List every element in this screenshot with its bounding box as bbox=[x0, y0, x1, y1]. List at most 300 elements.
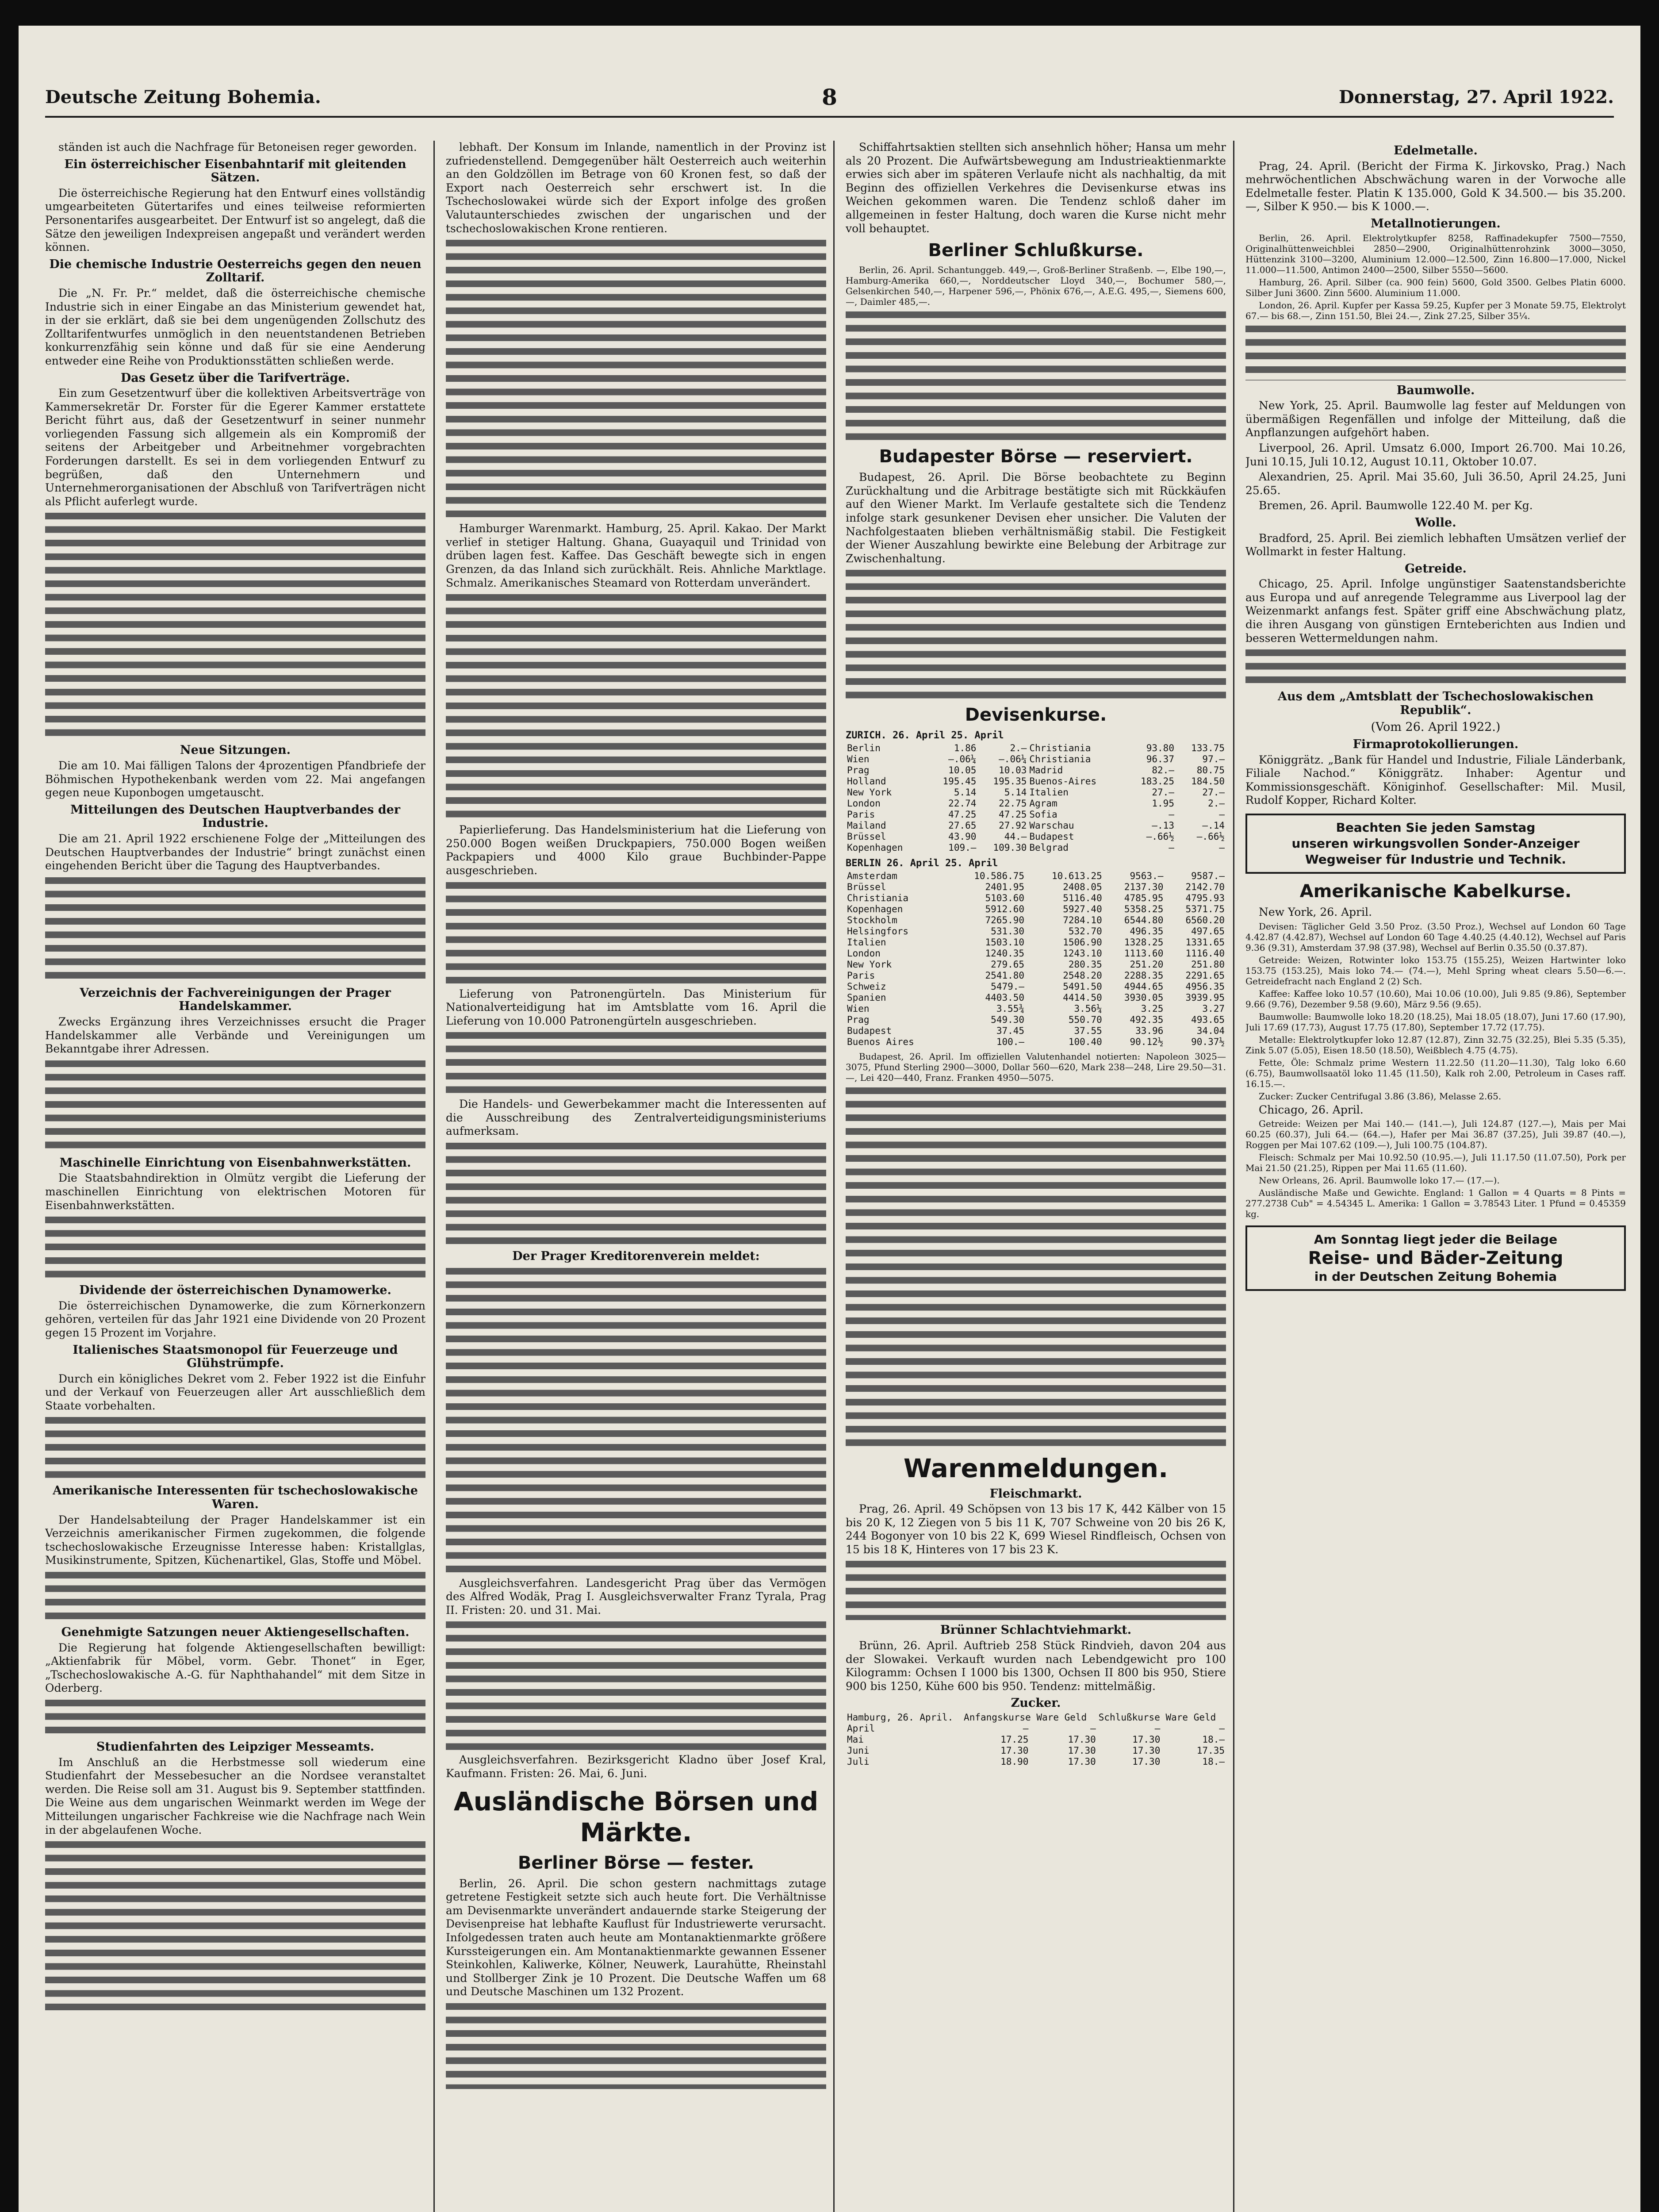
article-heading: Firmaprotokollierungen. bbox=[1352, 737, 1519, 752]
table-cell: April bbox=[847, 1723, 875, 1734]
column-4 bbox=[1245, 141, 1626, 2212]
rate-row bbox=[846, 926, 1226, 937]
article-heading: Getreide. bbox=[1405, 561, 1467, 576]
article-text: Bradford, 25. April. Bei ziemlich lebhaften Umsätzen verlief der Wollmarkt in fester Haltung. bbox=[1245, 531, 1626, 558]
text-block bbox=[446, 879, 826, 986]
article-heading: Dividende der österreichischen Dynamowerke. bbox=[79, 1283, 391, 1298]
table-cell: — bbox=[1154, 1723, 1161, 1734]
article-text: Berlin, 26. April. Elektrolytkupfer 8258, Raffinadekupfer 7500—7550, Originalhüttenweichblei 2850—2900, Originalhüttenrohzink 3000—3050, Hüttenzink 3100—3200, Aluminium 12.000—12.500, Zinn 16.800—17.000, Nickel 11.000—11.500, Antimon 2400—2500, Silber 5550—5600. bbox=[1245, 232, 1626, 275]
article-text: Der Handelsabteilung der Prager Handelskammer ist ein Verzeichnis amerikanischer Firmen zugekommen, die folgende tschechoslowakische Erzeugnisse Interesse haben: Kristallglas, Musikinstrumente, Spitzen, Küchenartikel, Glas, Stoffe und Möbel. bbox=[45, 1513, 425, 1567]
text-block bbox=[846, 1085, 1226, 1448]
table-cell: 47.25 bbox=[999, 809, 1027, 820]
article-text: Zucker: Zucker Centrifugal 3.86 (3.86), Melasse 2.65. bbox=[1259, 1091, 1502, 1102]
table-cell: 6544.80 bbox=[1124, 914, 1164, 926]
table-cell: —.06¼ bbox=[999, 753, 1027, 764]
table-cell: Wien bbox=[847, 753, 870, 764]
table-cell: 10.613.25 bbox=[1051, 870, 1102, 881]
table-cell: — bbox=[1169, 809, 1174, 820]
column-3 bbox=[846, 141, 1226, 2212]
text-block bbox=[1245, 323, 1626, 380]
table-cell: 27.65 bbox=[948, 820, 977, 831]
table-cell: Holland bbox=[847, 776, 886, 787]
table-cell: 34.04 bbox=[1196, 1025, 1225, 1036]
table-cell: — bbox=[1090, 1723, 1096, 1734]
article-text: Metalle: Elektrolytkupfer loko 12.87 (12.87), Zinn 32.75 (32.25), Blei 5.35 (5.35), Zink 5.07 (5.05), Eisen 18.50 (18.50), Weißblech 4.75 (4.75). bbox=[1245, 1034, 1626, 1056]
text-block bbox=[446, 237, 826, 520]
table-cell: 5491.50 bbox=[1063, 981, 1102, 992]
article-heading: Metallnotierungen. bbox=[1371, 216, 1501, 230]
article-text: Im Anschluß an die Herbstmesse soll wiederum eine Studienfahrt der Messebesucher an die Nordsee veranstaltet werden. Die Reise soll am 31. August bis 9. September stattfinden. Die Weine aus dem ungarischen Weinmarkt werden im Wege der Mitteilungen ungarischer Fachkreise wie die Nachfrage nach Wein in der abgelaufenen Woche. bbox=[45, 1755, 425, 1836]
rate-row bbox=[846, 915, 1226, 926]
table-cell: Warschau bbox=[1029, 820, 1074, 831]
table-header-row bbox=[846, 1712, 1226, 1723]
table-cell: Christiania bbox=[847, 892, 909, 903]
article-heading: Edelmetalle. bbox=[1394, 144, 1478, 157]
rate-row bbox=[846, 842, 1226, 853]
rates-table-heading: ZURICH. 26. April 25. April bbox=[846, 730, 1004, 741]
table-cell: 18.90 bbox=[1000, 1756, 1029, 1767]
table-cell: Juli bbox=[847, 1756, 870, 1767]
article-text: Alexandrien, 25. April. Mai 35.60, Juli 36.50, April 24.25, Juni 25.65. bbox=[1245, 470, 1626, 497]
table-cell: 5.14 bbox=[1004, 787, 1027, 798]
article-heading: Der Prager Kreditorenverein meldet: bbox=[512, 1249, 760, 1263]
table-cell: 1328.25 bbox=[1124, 937, 1164, 948]
table-cell: 4944.65 bbox=[1124, 981, 1164, 992]
price-row bbox=[846, 1734, 1226, 1745]
rate-row bbox=[846, 809, 1226, 820]
table-cell: 5479.— bbox=[991, 981, 1025, 992]
article-text: Prag, 24. April. (Bericht der Firma K. Jirkovsko, Prag.) Nach mehrwöchentlichen Abschwächung waren in der Vorwoche alle Edelmetalle fester. Platin K 135.000, Gold K 34.500.— bis 35.200.—, Silber K 950.— bis K 1000.—. bbox=[1245, 159, 1626, 213]
table-cell: 17.30 bbox=[1068, 1756, 1096, 1767]
table-cell: 496.35 bbox=[1130, 926, 1164, 937]
article-heading: Aus dem „Amtsblatt der Tschechoslowakischen Republik“. bbox=[1278, 690, 1594, 717]
table-cell: 2.— bbox=[1208, 798, 1225, 809]
section-subheading: Devisenkurse. bbox=[965, 705, 1107, 726]
section-heading: Warenmeldungen. bbox=[903, 1453, 1169, 1483]
table-cell: 4795.93 bbox=[1185, 892, 1225, 903]
table-cell: 5927.40 bbox=[1063, 903, 1102, 914]
table-cell: —.66½ bbox=[1146, 831, 1174, 842]
article-text: Ausländische Maße und Gewichte. England: 1 Gallon = 4 Quarts = 8 Pints = 277.2738 Cub" = 4.54345 L. Amerika: 1 Gallon = 3.78543 Liter. 1 Pfund = 0.45359 kg. bbox=[1245, 1187, 1626, 1220]
table-cell: Brüssel bbox=[847, 881, 886, 892]
table-cell: Mailand bbox=[847, 820, 886, 831]
article-text: Durch ein königliches Dekret vom 2. Feber 1922 ist die Einfuhr und der Verkauf von Feuerzeugen aller Art ausschließlich dem Staate vorbehalten. bbox=[45, 1372, 425, 1412]
rate-row bbox=[846, 981, 1226, 992]
table-cell: Agram bbox=[1029, 798, 1057, 809]
rate-row bbox=[846, 893, 1226, 904]
section-heading: Ausländische Börsen und Märkte. bbox=[453, 1786, 819, 1847]
table-cell: Kopenhagen bbox=[847, 903, 903, 914]
article-heading: Maschinelle Einrichtung von Eisenbahnwerkstätten. bbox=[59, 1156, 411, 1170]
table-cell: 532.70 bbox=[1068, 926, 1102, 937]
page-header bbox=[45, 84, 1614, 113]
table-cell: 90.12½ bbox=[1130, 1036, 1164, 1047]
table-cell: 195.35 bbox=[993, 776, 1027, 787]
table-cell: Christiania bbox=[1029, 742, 1091, 753]
article-heading: Mitteilungen des Deutschen Hauptverbandes der Industrie. bbox=[70, 803, 400, 830]
text-block bbox=[446, 591, 826, 822]
table-cell: —.13 bbox=[1152, 820, 1174, 831]
article-text: Die am 21. April 1922 erschienene Folge der „Mitteilungen des Deutschen Hauptverbandes der Industrie“ bringt zunächst einen eingehenden Bericht über die Tagung des Hauptverbandes. bbox=[45, 832, 425, 872]
table-cell: 1.95 bbox=[1152, 798, 1174, 809]
table-header-cell: Schlußkurse Ware Geld bbox=[1098, 1712, 1216, 1723]
table-cell: 5116.40 bbox=[1063, 892, 1102, 903]
ad-line: Am Sonntag liegt jeder die Beilage bbox=[1314, 1232, 1558, 1247]
newspaper-name: Deutsche Zeitung Bohemia. bbox=[45, 87, 321, 108]
article-text: New York, 25. April. Baumwolle lag fester auf Meldungen von übermäßigen Regenfällen und infolge der Mitteilung, daß die Anpflanzungen aufgehört haben. bbox=[1245, 399, 1626, 439]
section-subheading: Berliner Börse — fester. bbox=[517, 1852, 755, 1873]
table-cell: 43.90 bbox=[948, 831, 977, 842]
table-cell: 33.96 bbox=[1135, 1025, 1164, 1036]
table-cell: 2.— bbox=[1010, 742, 1027, 753]
article-heading: Studienfahrten des Leipziger Messeamts. bbox=[96, 1740, 375, 1754]
table-cell: 133.75 bbox=[1191, 742, 1225, 753]
rate-row bbox=[846, 743, 1226, 754]
article-text: Die österreichischen Dynamowerke, die zum Körnerkonzern gehören, verteilen für das Jahr 1921 eine Dividende von 20 Prozent gegen 15 Prozent im Vorjahre. bbox=[45, 1299, 425, 1339]
article-heading: Amerikanische Interessenten für tschechoslowakische Waren. bbox=[53, 1484, 418, 1512]
table-cell: 7284.10 bbox=[1063, 914, 1102, 926]
table-cell: 3.55¾ bbox=[996, 1003, 1025, 1014]
table-cell: 90.37½ bbox=[1191, 1036, 1225, 1047]
table-cell: 9587.— bbox=[1191, 870, 1225, 881]
section-subheading: Budapester Börse — reserviert. bbox=[879, 446, 1193, 467]
table-cell: Juni bbox=[847, 1745, 870, 1756]
text-block bbox=[45, 510, 425, 740]
article-heading: Baumwolle. bbox=[1396, 383, 1475, 397]
article-heading: Ein österreichischer Eisenbahntarif mit gleitenden Sätzen. bbox=[64, 157, 406, 185]
table-cell: 47.25 bbox=[948, 809, 977, 820]
ad-line: Wegweiser für Industrie und Technik. bbox=[1305, 852, 1567, 867]
article-text: Budapest, 26. April. Im offiziellen Valutenhandel notierten: Napoleon 3025—3075, Pfund Sterling 2900—3000, Dollar 560—620, Mark 238—248, Lire 29.50—31.—, Lei 420—440, Franz. Franken 4950—5075. bbox=[846, 1051, 1226, 1083]
table-cell: 5.14 bbox=[954, 787, 977, 798]
rate-row bbox=[846, 754, 1226, 765]
table-cell: 9563.— bbox=[1130, 870, 1164, 881]
article-date: (Vom 26. April 1922.) bbox=[1371, 720, 1501, 734]
column-divider bbox=[833, 141, 835, 2212]
article-heading: Die chemische Industrie Oesterreichs gegen den neuen Zolltarif. bbox=[49, 257, 421, 285]
article-text: Die österreichische Regierung hat den Entwurf eines vollständig umgearbeiteten Gütertarifes und eines teilweise reformierten Personentarifes ausgearbeitet. Der Entwurf ist so angelegt, daß die Sätze den jeweiligen Indexpreisen angepaßt und verändert werden können. bbox=[45, 186, 425, 254]
section-subheading: Berliner Schlußkurse. bbox=[928, 240, 1144, 261]
table-cell: — bbox=[1023, 1723, 1029, 1734]
article-text: Brünn, 26. April. Auftrieb 258 Stück Rindvieh, davon 204 aus der Slowakei. Verkauft wurden nach Lebendgewicht pro 100 Kilogramm: Ochsen I 1000 bis 1300, Ochsen II 800 bis 950, Stiere 900 bis 1250, Kühe 600 bis 950. Tendenz: mittelmäßig. bbox=[846, 1639, 1226, 1693]
article-heading: Neue Sitzungen. bbox=[180, 743, 291, 757]
table-cell: Prag bbox=[847, 1014, 870, 1025]
rate-row bbox=[846, 765, 1226, 776]
table-cell: Paris bbox=[847, 970, 875, 981]
article-text: Die Staatsbahndirektion in Olmütz vergibt die Lieferung der maschinellen Einrichtung von elektrischen Motoren für Eisenbahnwerkstätten. bbox=[45, 1171, 425, 1212]
table-cell: 10.586.75 bbox=[974, 870, 1025, 881]
text-block bbox=[45, 1414, 425, 1481]
table-cell: 2548.20 bbox=[1063, 970, 1102, 981]
article-text: Devisen: Täglicher Geld 3.50 Proz. (3.50 Proz.), Wechsel auf London 60 Tage 4.42.87 (4.42.87), Wechsel auf London 60 Tage 4.40.25 (4.40.12), Wechsel auf Paris 9.36 (9.31), Amsterdam 37.98 (37.98), Wechsel auf Berlin 0.35.50 (0.37.87). bbox=[1245, 921, 1626, 953]
table-cell: 1116.40 bbox=[1185, 948, 1225, 959]
table-cell: 4403.50 bbox=[985, 992, 1025, 1003]
rate-row bbox=[846, 871, 1226, 882]
column-2 bbox=[446, 141, 826, 2212]
article-text: Kaffee: Kaffee loko 10.57 (10.60), Mai 10.06 (10.00), Juli 9.85 (9.86), September 9.66 (9.76), Dezember 9.58 (9.60), März 9.56 (9.65). bbox=[1245, 988, 1626, 1010]
table-cell: Amsterdam bbox=[847, 870, 897, 881]
ad-line: in der Deutschen Zeitung Bohemia bbox=[1314, 1269, 1557, 1284]
article-text: lebhaft. Der Konsum im Inlande, namentlich in der Provinz ist zufriedenstellend. Demgegenüber hält Oesterreich auch weiterhin an den Goldzöllen im Betrage von 60 Kronen fest, so daß der Export nach Oesterreich sehr erschwert ist. In die Tschechoslowakei würde sich der Export infolge des großen Valutaunterschiedes zwischen der ungarischen und der tschechoslowakischen Krone rentieren. bbox=[446, 141, 826, 235]
article-text: New Orleans, 26. April. Baumwolle loko 17.— (17.—). bbox=[1259, 1175, 1500, 1186]
table-cell: 2401.95 bbox=[985, 881, 1025, 892]
table-cell: 4956.35 bbox=[1185, 981, 1225, 992]
article-text: London, 26. April. Kupfer per Kassa 59.25, Kupfer per 3 Monate 59.75, Elektrolyt 67.— bis 68.—, Zinn 151.50, Blei 24.—, Zink 27.25, Silber 35¼. bbox=[1245, 300, 1626, 321]
table-cell: 1331.65 bbox=[1185, 937, 1225, 948]
table-cell: 184.50 bbox=[1191, 776, 1225, 787]
article-heading: Wolle. bbox=[1415, 515, 1456, 530]
table-cell: 18.— bbox=[1202, 1756, 1225, 1767]
table-cell: 279.65 bbox=[991, 959, 1025, 970]
article-text: Zwecks Ergänzung ihres Verzeichnisses ersucht die Prager Handelskammer alle Verbände und Vereinigungen um Bekanntgabe ihrer Adressen. bbox=[45, 1015, 425, 1056]
rate-row bbox=[846, 798, 1226, 809]
table-cell: Mai bbox=[847, 1734, 864, 1745]
article-text: Die „N. Fr. Pr.“ meldet, daß die österreichische chemische Industrie sich in einer Eingabe an das Ministerium gewendet hat, in der sie erklärt, daß sie bei dem ungenügenden Zollschutz des Zolltarifentwurfes unmöglich in den neuentstandenen Betrieben konkurrenzfähig sein könne und daß für sie eine Aenderung entweder eine Reihe von Produktionsstätten schließen werde. bbox=[45, 286, 425, 367]
table-cell: —.06¼ bbox=[948, 753, 977, 764]
table-cell: Brüssel bbox=[847, 831, 886, 842]
article-text: Königgrätz. „Bank für Handel und Industrie, Filiale Länderbank, Filiale Nachod.“ Königgrätz. Inhaber: Agentur und Kommissionsgeschäft. Königinhof. Gesellschafter: Mil. Musil, Rudolf Kopper, Richard Kolter. bbox=[1245, 753, 1626, 807]
table-cell: Budapest bbox=[847, 1025, 892, 1036]
table-cell: 3.25 bbox=[1141, 1003, 1164, 1014]
table-cell: 5358.25 bbox=[1124, 903, 1164, 914]
table-cell: 17.30 bbox=[1068, 1745, 1096, 1756]
table-cell: 195.45 bbox=[943, 776, 977, 787]
rate-row bbox=[846, 1025, 1226, 1037]
table-cell: — bbox=[1219, 809, 1225, 820]
table-cell: Italien bbox=[1029, 787, 1069, 798]
rate-row bbox=[846, 948, 1226, 959]
table-cell: 549.30 bbox=[991, 1014, 1025, 1025]
article-text: Budapest, 26. April. Die Börse beobachtete zu Beginn Zurückhaltung und die Arbitrage bestätigte sich mit Rückkäufen auf den Wiener Markt. Im Verlaufe gestaltete sich die Tendenz infolge stark gesunkener Devisen eher unsicher. Die Valuten der Nachfolgestaaten blieben verhältnismäßig stabil. Die Festigkeit der Wiener Auszahlung bewirkte eine Belebung der Arbitrage zur Zwischenhaltung. bbox=[846, 471, 1226, 565]
zurich-rates-table bbox=[846, 743, 1226, 853]
article-text: Bremen, 26. April. Baumwolle 122.40 M. per Kg. bbox=[1259, 499, 1533, 512]
table-cell: — bbox=[1169, 842, 1174, 853]
table-cell: 3939.95 bbox=[1185, 992, 1225, 1003]
price-row bbox=[846, 1723, 1226, 1734]
table-cell: — bbox=[1219, 842, 1225, 853]
article-text: Ausgleichsverfahren. Landesgericht Prag über das Vermögen des Alfred Wodäk, Prag I. Ausgleichsverwalter Franz Tyrala, Prag II. Fristen: 20. und 31. Mai. bbox=[446, 1576, 826, 1617]
table-cell: London bbox=[847, 948, 881, 959]
page-number: 8 bbox=[822, 84, 837, 110]
table-header-cell: Hamburg, 26. April. bbox=[847, 1712, 954, 1723]
table-cell: — bbox=[1219, 1723, 1225, 1734]
table-cell: 10.05 bbox=[948, 764, 977, 776]
table-cell: Stockholm bbox=[847, 914, 897, 926]
table-cell: 22.75 bbox=[999, 798, 1027, 809]
table-cell: 2142.70 bbox=[1185, 881, 1225, 892]
table-cell: 27.— bbox=[1202, 787, 1225, 798]
table-cell: Schweiz bbox=[847, 981, 886, 992]
table-cell: Christiania bbox=[1029, 753, 1091, 764]
table-cell: 251.20 bbox=[1130, 959, 1164, 970]
table-cell: 7265.90 bbox=[985, 914, 1025, 926]
article-text: Ausgleichsverfahren. Bezirksgericht Kladno über Josef Kral, Kaufmann. Fristen: 26. Mai, 6. Juni. bbox=[446, 1753, 826, 1780]
table-cell: 44.— bbox=[1004, 831, 1027, 842]
issue-date: Donnerstag, 27. April 1922. bbox=[1339, 87, 1614, 108]
table-cell: 2288.35 bbox=[1124, 970, 1164, 981]
text-block bbox=[846, 567, 1226, 700]
article-text: Prag, 26. April. 49 Schöpsen von 13 bis 17 K, 442 Kälber von 15 bis 20 K, 12 Ziegen von 5 bis 11 K, 707 Schweine von 20 bis 26 K, 244 Bogonyer von 10 bis 22 K, 699 Wiesel Rindfleisch, Ochsen von 15 bis 18 K, Hinteres von 17 bis 23 K. bbox=[846, 1502, 1226, 1556]
table-header-cell: Anfangskurse Ware Geld bbox=[964, 1712, 1087, 1723]
table-cell: 497.65 bbox=[1191, 926, 1225, 937]
table-cell: 5912.60 bbox=[985, 903, 1025, 914]
ad-line: Reise- und Bäder-Zeitung bbox=[1308, 1248, 1563, 1269]
column-1 bbox=[45, 141, 425, 2212]
text-block bbox=[446, 1029, 826, 1096]
table-cell: 17.30 bbox=[1132, 1734, 1161, 1745]
table-cell: 1113.60 bbox=[1124, 948, 1164, 959]
table-cell: Kopenhagen bbox=[847, 842, 903, 853]
rate-row bbox=[846, 992, 1226, 1003]
table-cell: New York bbox=[847, 959, 892, 970]
table-cell: 492.35 bbox=[1130, 1014, 1164, 1025]
column-divider bbox=[1233, 141, 1234, 2212]
table-cell: 27.— bbox=[1152, 787, 1174, 798]
article-text: Berlin, 26. April. Die schon gestern nachmittags zutage getretene Festigkeit setzte sich auch heute fort. Die Verhältnisse am Devisenmarkte unverändert andauernde starke Steigerung der Devisenpreise hat lebhafte Kauflust für Industriewerte verursacht. Infolgedessen traten auch heute am Montanaktienmarkte größere Kurssteigerungen ein. Am Montanaktienmarkte gewannen Essener Steinkohlen, Kaliwerke, Kölner, Neuwerk, Laurahütte, Rheinstahl und Stollberger Zink je 10 Prozent. Die Deutsche Waffen um 68 und Deutsche Maschinen um 132 Prozent. bbox=[446, 1877, 826, 1998]
table-cell: Buenos Aires bbox=[847, 1036, 914, 1047]
rate-row bbox=[846, 937, 1226, 948]
table-cell: London bbox=[847, 798, 881, 809]
rate-row bbox=[846, 776, 1226, 787]
table-cell: 82.— bbox=[1152, 764, 1174, 776]
table-cell: Budapest bbox=[1029, 831, 1074, 842]
article-heading: Italienisches Staatsmonopol für Feuerzeuge und Glühstrümpfe. bbox=[73, 1343, 398, 1371]
advertisement-box bbox=[1245, 814, 1626, 874]
price-row bbox=[846, 1745, 1226, 1756]
text-block bbox=[446, 1619, 826, 1751]
table-cell: 2137.30 bbox=[1124, 881, 1164, 892]
table-cell: 17.30 bbox=[1000, 1745, 1029, 1756]
rate-row bbox=[846, 831, 1226, 842]
table-cell: 280.35 bbox=[1068, 959, 1102, 970]
table-cell: 18.— bbox=[1202, 1734, 1225, 1745]
rate-row bbox=[846, 959, 1226, 970]
article-text: Die am 10. Mai fälligen Talons der 4prozentigen Pfandbriefe der Böhmischen Hypothekenbank werden vom 22. Mai angefangen gegen neue Kuponbogen umgetauscht. bbox=[45, 759, 425, 799]
table-cell: 5103.60 bbox=[985, 892, 1025, 903]
text-block bbox=[846, 309, 1226, 442]
table-cell: 1.86 bbox=[954, 742, 977, 753]
table-cell: 2408.05 bbox=[1063, 881, 1102, 892]
table-cell: 493.65 bbox=[1191, 1014, 1225, 1025]
article-text: Die Regierung hat folgende Aktiengesellschaften bewilligt: „Aktienfabrik für Möbel, vorm. Gebr. Thonet“ in Eger, „Tschechoslowakische A.-G. für Naphthahandel“ mit dem Sitze in Oderberg. bbox=[45, 1641, 425, 1695]
table-cell: 3.27 bbox=[1202, 1003, 1225, 1014]
table-cell: 37.45 bbox=[996, 1025, 1025, 1036]
table-cell: 100.— bbox=[996, 1036, 1025, 1047]
table-cell: 6560.20 bbox=[1185, 914, 1225, 926]
table-cell: Berlin bbox=[847, 742, 881, 753]
rate-row bbox=[846, 882, 1226, 893]
article-text: Liverpool, 26. April. Umsatz 6.000, Import 26.700. Mai 10.26, Juni 10.15, Juli 10.12, August 10.11, Oktober 10.07. bbox=[1245, 441, 1626, 468]
table-cell: 4414.50 bbox=[1063, 992, 1102, 1003]
table-cell: 1243.10 bbox=[1063, 948, 1102, 959]
table-cell: Helsingfors bbox=[847, 926, 909, 937]
article-heading: Verzeichnis der Fachvereinigungen der Prager Handelskammer. bbox=[80, 986, 391, 1014]
section-subheading: Amerikanische Kabelkurse. bbox=[1299, 881, 1572, 902]
table-cell: Prag bbox=[847, 764, 870, 776]
advertisement-box bbox=[1245, 1225, 1626, 1291]
table-cell: 22.74 bbox=[948, 798, 977, 809]
article-text: Fette, Öle: Schmalz prime Western 11.22.50 (11.20—11.30), Talg loko 6.60 (6.75), Baumwollsaatöl loko 11.45 (11.50), Kalk roh 2.00, Petroleum in Cases raff. 16.15.—. bbox=[1245, 1057, 1626, 1089]
newspaper-page bbox=[19, 26, 1640, 2212]
table-cell: 93.80 bbox=[1146, 742, 1174, 753]
table-cell: 1503.10 bbox=[985, 937, 1025, 948]
berlin-rates-table bbox=[846, 871, 1226, 1048]
table-cell: 37.55 bbox=[1074, 1025, 1102, 1036]
article-text: Fleisch: Schmalz per Mai 10.92.50 (10.95.—), Juli 11.17.50 (11.07.50), Pork per Mai 21.50 (21.25), Rippen per Mai 11.65 (11.60). bbox=[1245, 1152, 1626, 1174]
rate-row bbox=[846, 970, 1226, 981]
table-cell: 4785.95 bbox=[1124, 892, 1164, 903]
table-cell: 251.80 bbox=[1191, 959, 1225, 970]
rate-row bbox=[846, 1014, 1226, 1025]
table-cell: 5371.75 bbox=[1185, 903, 1225, 914]
text-block bbox=[45, 1839, 425, 2016]
header-rule bbox=[45, 116, 1614, 118]
table-cell: Wien bbox=[847, 1003, 870, 1014]
article-text: New York, 26. April. bbox=[1259, 906, 1372, 918]
text-block bbox=[45, 1569, 425, 1622]
rate-row bbox=[846, 1037, 1226, 1048]
article-text: Schiffahrtsaktien stellten sich ansehnlich höher; Hansa um mehr als 20 Prozent. Die Aufwärtsbewegung am Industrieaktienmarkte erwies sich aber im späteren Verlaufe nicht als nachhaltig, da mit Beginn des offiziellen Verkehres die Devisenkurse etwas ins Weichen gekommen waren. Die Tendenz schloß daher im allgemeinen in fester Haltung, doch waren die Kurse nicht mehr voll behauptet. bbox=[846, 141, 1226, 235]
table-cell: 1506.90 bbox=[1063, 937, 1102, 948]
table-cell: —.66½ bbox=[1196, 831, 1225, 842]
table-cell: 17.30 bbox=[1132, 1756, 1161, 1767]
text-block bbox=[446, 1140, 826, 1246]
table-cell: 183.25 bbox=[1141, 776, 1174, 787]
table-cell: 17.30 bbox=[1068, 1734, 1096, 1745]
column-divider bbox=[433, 141, 435, 2212]
table-cell: 2291.65 bbox=[1185, 970, 1225, 981]
article-text: Hamburg, 26. April. Silber (ca. 900 fein) 5600, Gold 3500. Gelbes Platin 6000. Silber Juni 3600. Zinn 5600. Aluminium 11.000. bbox=[1245, 276, 1626, 298]
table-cell: Buenos-Aires bbox=[1029, 776, 1097, 787]
text-block bbox=[45, 875, 425, 983]
article-text: Getreide: Weizen, Rotwinter loko 153.75 (155.25), Weizen Hartwinter loko 153.75 (153.25), Mais loko 74.— (74.—), Mehl Spring wheat clears 5.50—6.—. Getreidefracht nach England 2 (2) Sch. bbox=[1245, 954, 1626, 987]
text-block bbox=[1245, 647, 1626, 687]
article-text: Getreide: Weizen per Mai 140.— (141.—), Juli 124.87 (127.—), Mais per Mai 60.25 (60.37), Juli 64.— (64.—), Hafer per Mai 36.87 (37.25), Juli 39.87 (40.—), Roggen per Mai 107.62 (109.—), Juli 100.75 (104.87). bbox=[1245, 1118, 1626, 1151]
article-heading: Brünner Schlachtviehmarkt. bbox=[940, 1623, 1132, 1637]
table-cell: 109.— bbox=[948, 842, 977, 853]
article-heading: Das Gesetz über die Tarifverträge. bbox=[120, 371, 350, 385]
text-block bbox=[446, 2001, 826, 2089]
article-text: Hamburger Warenmarkt. Hamburg, 25. April. Kakao. Der Markt verlief in stetiger Haltung. Ghana, Guayaquil und Trinidad von drüben lagen fest. Kaffee. Das Geschäft bewegte sich in engen Grenzen, da das Inland sich zurückhält. Reis. Ahnliche Marktlage. Schmalz. Amerikanisches Steamard von Rotterdam unverändert. bbox=[446, 522, 826, 589]
article-text: Baumwolle: Baumwolle loko 18.20 (18.25), Mai 18.05 (18.07), Juni 17.60 (17.90), Juli 17.69 (17.73), August 17.75 (17.80), September 17.72 (17.75). bbox=[1245, 1011, 1626, 1033]
text-block bbox=[45, 1214, 425, 1280]
article-heading: Genehmigte Satzungen neuer Aktiengesellschaften. bbox=[61, 1625, 410, 1640]
table-cell: —.14 bbox=[1202, 820, 1225, 831]
text-block bbox=[45, 1058, 425, 1153]
table-cell: 17.35 bbox=[1196, 1745, 1225, 1756]
table-cell: Belgrad bbox=[1029, 842, 1069, 853]
table-cell: Paris bbox=[847, 809, 875, 820]
table-cell: 96.37 bbox=[1146, 753, 1174, 764]
article-text: Chicago, 25. April. Infolge ungünstiger Saatenstandsberichte aus Europa und auf anregende Telegramme aus Liverpool lag der Weizenmarkt anfangs fest. Später griff eine Abschwächung platz, die ihren Ausgang von günstigen Ernteberichten aus Indien und besseren Wettermeldungen nahm. bbox=[1245, 577, 1626, 645]
table-cell: 3930.05 bbox=[1124, 992, 1164, 1003]
table-cell: Spanien bbox=[847, 992, 886, 1003]
table-cell: 100.40 bbox=[1068, 1036, 1102, 1047]
rate-row bbox=[846, 904, 1226, 915]
rate-row bbox=[846, 1003, 1226, 1014]
table-cell: 1240.35 bbox=[985, 948, 1025, 959]
table-cell: 10.03 bbox=[999, 764, 1027, 776]
table-cell: 2541.80 bbox=[985, 970, 1025, 981]
table-cell: 17.30 bbox=[1132, 1745, 1161, 1756]
text-block bbox=[45, 1697, 425, 1737]
text-block bbox=[846, 1558, 1226, 1620]
article-text: ständen ist auch die Nachfrage für Betoneisen reger geworden. bbox=[58, 141, 417, 154]
text-block bbox=[446, 1265, 826, 1575]
ad-line: unseren wirkungsvollen Sonder-Anzeiger bbox=[1291, 836, 1580, 851]
article-text: Lieferung von Patronengürteln. Das Ministerium für Nationalverteidigung hat im Amtsblatte vom 16. April die Lieferung von 10.000 Patronengürteln ausgeschrieben. bbox=[446, 987, 826, 1027]
table-cell: 531.30 bbox=[991, 926, 1025, 937]
